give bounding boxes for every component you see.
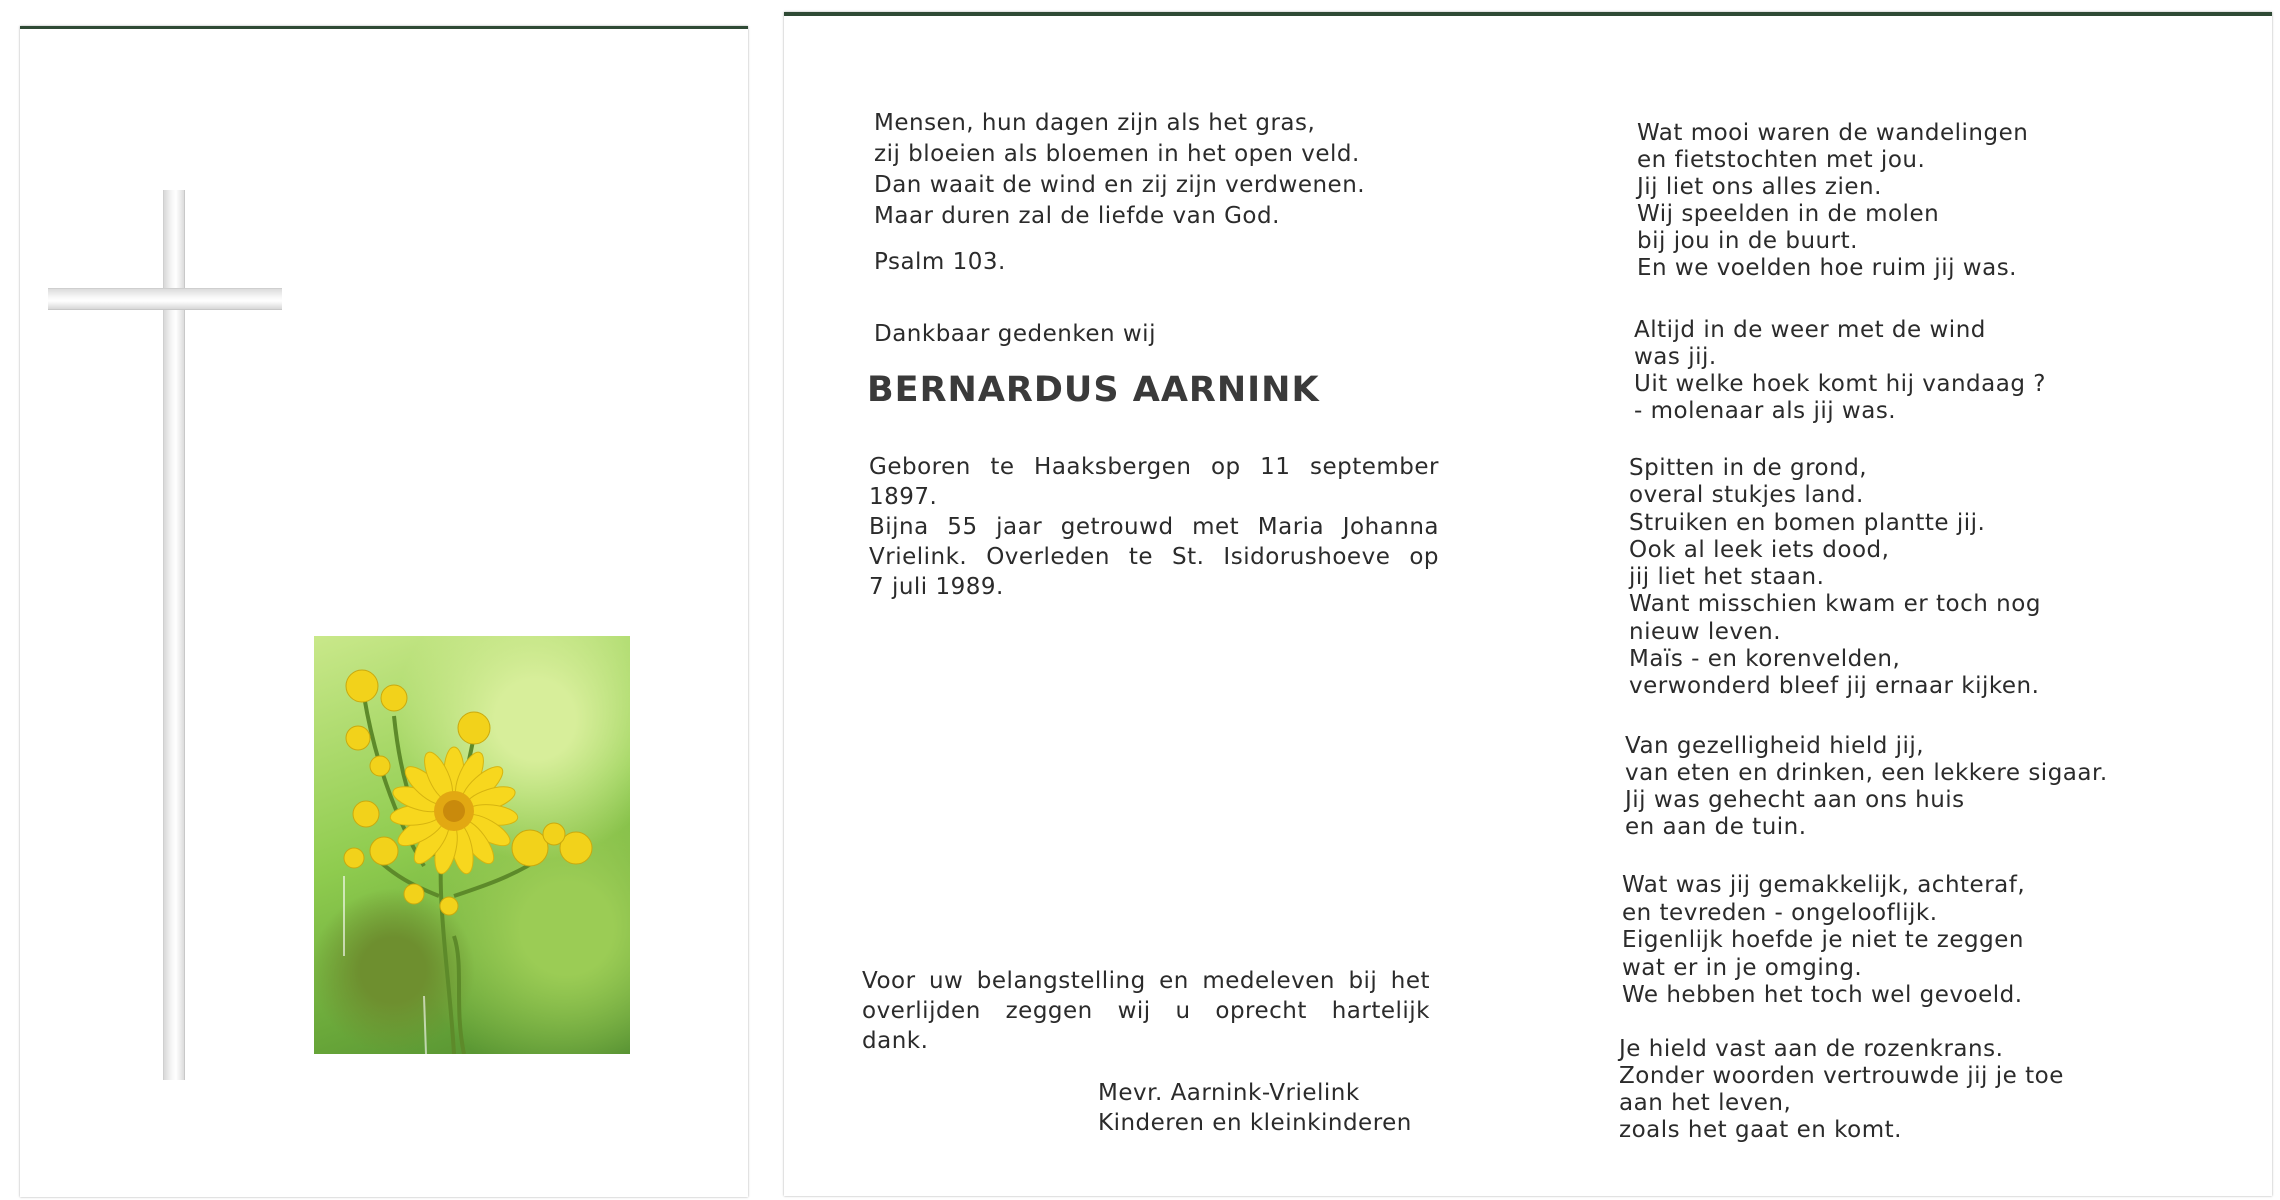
poem-stanza — [1634, 317, 2046, 425]
bio-line: Geboren te Haaksbergen op 11 september 1897. — [869, 454, 1439, 510]
thanks-line: dank. — [862, 1028, 929, 1054]
poem-line: en aan de tuin. — [1625, 814, 1807, 840]
poem-line: Je hield vast aan de rozenkrans. — [1619, 1036, 2004, 1062]
poem-line: Struiken en bomen plantte jij. — [1629, 509, 1986, 536]
poem-line: Wat mooi waren de wandelingen — [1637, 120, 2029, 146]
psalm-line: Maar duren zal de liefde van God. — [874, 203, 1280, 229]
poem-line: was jij. — [1634, 344, 1717, 370]
poem-stanza — [1622, 872, 2025, 1010]
thanks-text — [862, 966, 1430, 1056]
bio-line: 7 juli 1989. — [869, 574, 1004, 600]
signature-line: Mevr. Aarnink-Vrielink — [1098, 1080, 1360, 1106]
poem-line: en tevreden - ongelooflijk. — [1622, 899, 1938, 926]
poem-line: zoals het gaat en komt. — [1619, 1117, 1902, 1143]
poem-line: jij liet het staan. — [1629, 564, 1825, 591]
psalm-line: Dan waait de wind en zij zijn verdwenen. — [874, 172, 1366, 198]
thanks-line: Voor uw belangstelling en medeleven bij het — [862, 968, 1430, 994]
poem-line: aan het leven, — [1619, 1090, 1792, 1116]
poem-stanza — [1637, 120, 2028, 282]
cross-icon-beam — [48, 288, 282, 310]
yellow-flowers-photo — [314, 636, 630, 1054]
poem-line: Maïs - en korenvelden, — [1629, 646, 1901, 673]
bio-line: Vrielink. Overleden te St. Isidorushoeve op — [869, 544, 1439, 570]
poem-line: Want misschien kwam er toch nog — [1629, 591, 2041, 618]
poem-stanza — [1625, 733, 2108, 841]
poem-stanza — [1619, 1036, 2064, 1144]
flowers-illustration — [314, 636, 630, 1054]
cross-icon — [163, 190, 185, 1080]
poem-line: bij jou in de buurt. — [1637, 228, 1858, 254]
poem-line: Spitten in de grond, — [1629, 455, 1868, 481]
poem-line: Wij speelden in de molen — [1637, 201, 1940, 227]
deceased-name: BERNARDUS AARNINK — [867, 370, 1320, 410]
signature-line: Kinderen en kleinkinderen — [1098, 1110, 1412, 1136]
psalm-line: zij bloeien als bloemen in het open veld. — [874, 141, 1360, 167]
poem-line: Jij liet ons alles zien. — [1637, 174, 1882, 200]
psalm-verse — [874, 108, 1365, 232]
memorial-bio — [869, 452, 1439, 602]
poem-line: wat er in je omging. — [1622, 954, 1863, 981]
poem-line: - molenaar als jij was. — [1634, 398, 1897, 424]
psalm-reference: Psalm 103. — [874, 249, 1006, 275]
poem-line: Altijd in de weer met de wind — [1634, 317, 1986, 343]
poem-line: Wat was jij gemakkelijk, achteraf, — [1622, 872, 2026, 898]
poem-line: Jij was gehecht aan ons huis — [1625, 787, 1965, 813]
poem-line: en fietstochten met jou. — [1637, 147, 1926, 173]
poem-line: We hebben het toch wel gevoeld. — [1622, 982, 2023, 1008]
poem-line: Zonder woorden vertrouwde jij je toe — [1619, 1063, 2064, 1089]
poem-stanza — [1629, 455, 2041, 701]
psalm-line: Mensen, hun dagen zijn als het gras, — [874, 110, 1316, 136]
poem-line: van eten en drinken, een lekkere sigaar. — [1625, 760, 2108, 786]
poem-line: En we voelden hoe ruim jij was. — [1637, 255, 2017, 281]
memorial-intro: Dankbaar gedenken wij — [874, 321, 1156, 347]
poem-line: Ook al leek iets dood, — [1629, 536, 1890, 563]
poem-line: Eigenlijk hoefde je niet te zeggen — [1622, 927, 2024, 953]
poem-line: nieuw leven. — [1629, 618, 1782, 645]
bio-line: Bijna 55 jaar getrouwd met Maria Johanna — [869, 514, 1439, 540]
signature — [1098, 1078, 1412, 1138]
poem-line: Uit welke hoek komt hij vandaag ? — [1634, 371, 2046, 397]
poem-line: overal stukjes land. — [1629, 482, 1864, 509]
poem-line: verwonderd bleef jij ernaar kijken. — [1629, 673, 2040, 700]
thanks-line: overlijden zeggen wij u oprecht hartelijk — [862, 998, 1430, 1024]
poem-line: Van gezelligheid hield jij, — [1625, 733, 1925, 759]
